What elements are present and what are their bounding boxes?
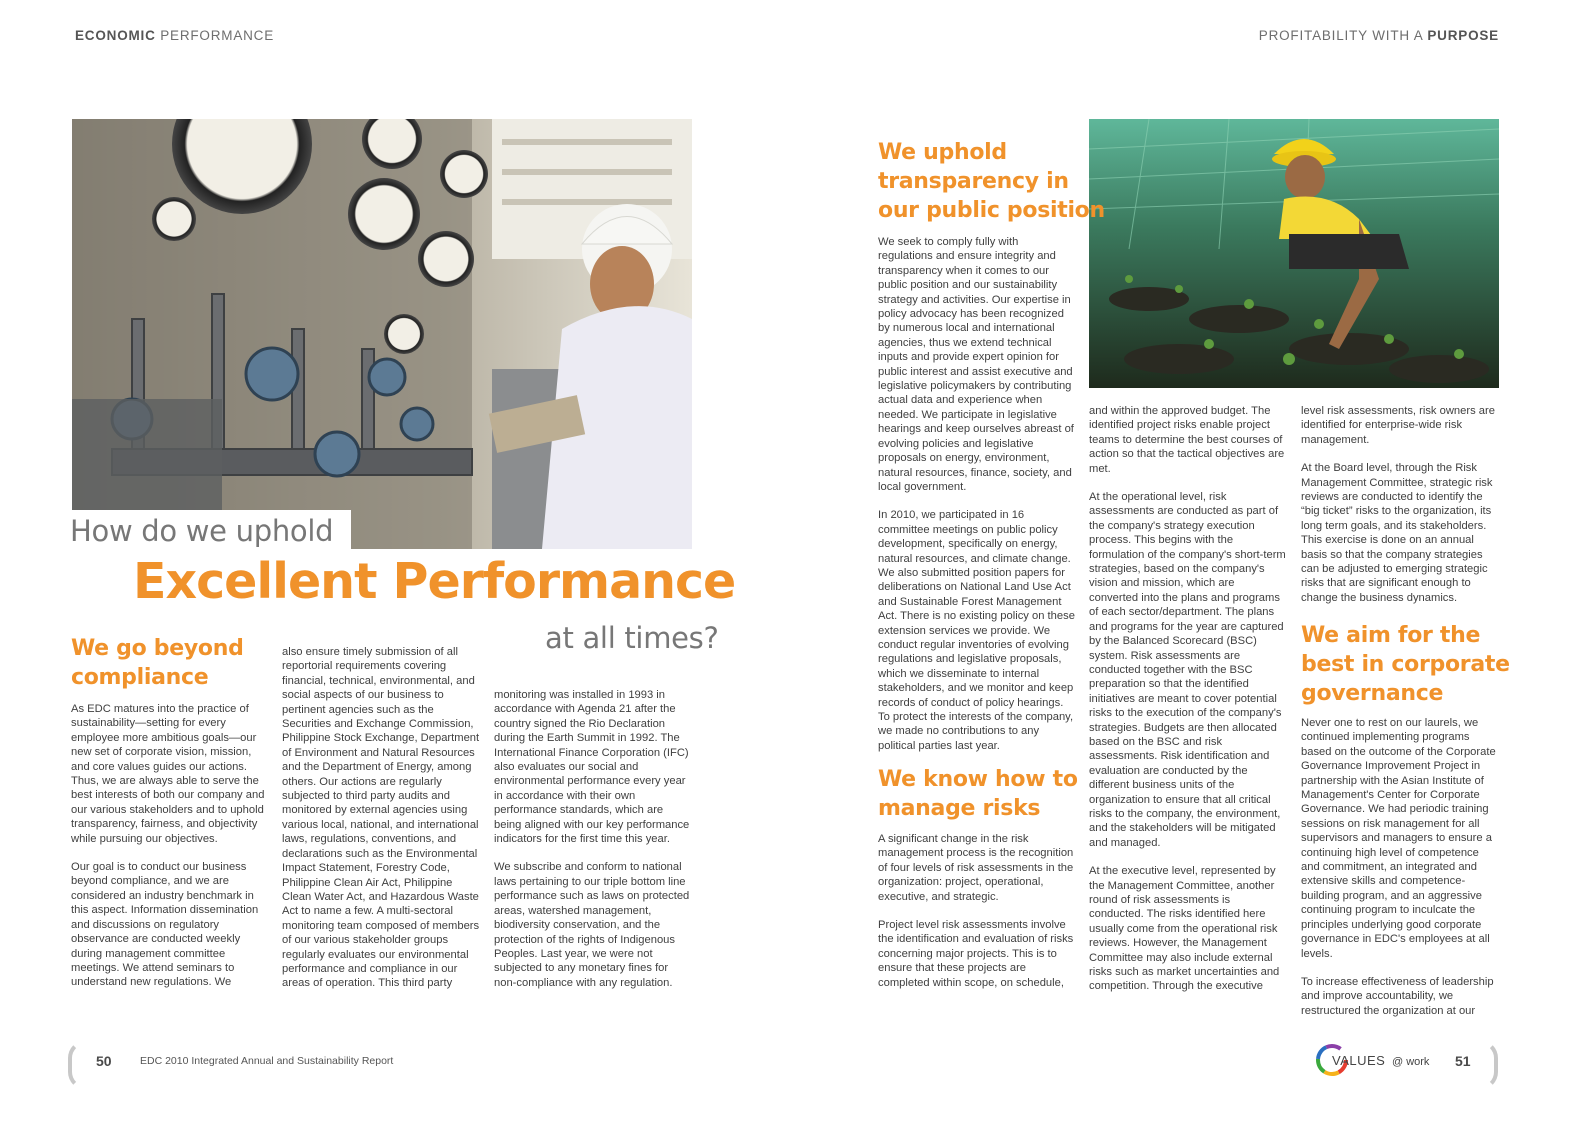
title-line3: at all times? (545, 621, 719, 655)
photo-plant-gauges (72, 119, 692, 549)
paragraph: At the operational level, risk assessments are conducted as part of the company's strategy execution process. This begins with the formulation of the company's short-term strategies, based on the company's vision and mission, which are converted into the plans and programs of each sector/department. The plans and programs for the year are captured by the Balanced Scorecard (BSC) system. Risk assessments are conducted together with the BSC preparation so that the identified initiatives are meant to cover potential risks to the execution of the company's strategies. Budgets are then allocated based on the BSC and risk assessments. Risk identification and evaluation are conducted by the different business units of the organization to ensure that all critical risks to the company, the environment, and the stakeholders will be mitigated and managed. (1089, 491, 1286, 849)
paragraph: A significant change in the risk management process is the recognition of four levels of risk assessments in the organization: project, operational, executive, and strategic. (878, 833, 1074, 903)
title-line1: How do we uphold (70, 510, 351, 552)
column-1 (71, 702, 266, 1004)
paragraph: At the Board level, through the Risk Management Committee, strategic risk reviews are conducted to identify the “big ticket” risks to the organization, its long term goals, and its stakeholders. This exercise is done on an annual basis so that the company strategies can be adjusted to emerging strategic risks that are significant enough to change the business dynamics. (1301, 462, 1493, 604)
values-logo: VALUES @ work (1332, 1053, 1430, 1068)
column-6 (1301, 404, 1499, 619)
paragraph: level risk assessments, risk owners are identified for enterprise-wide risk management. (1301, 405, 1495, 446)
paragraph: Our goal is to conduct our business beyond compliance, and we are considered an industry benchmark in this aspect. Information dissemination and discussions on regulatory observance are conducted weekly during management committee meetings. We attend seminars to understand new regulations. We (71, 861, 259, 989)
page-title: Excellent Performance (133, 553, 736, 610)
page-number-left: 50 (96, 1053, 112, 1069)
paragraph: In 2010, we participated in 16 committee meetings on public policy development, specifically on energy, natural resources, and climate change. We also submitted position papers for deliberations on National Land Use Act and Sustainable Forest Management Act. There is no existing policy on these extension services we provide. We conduct regular inventories of evolving regulations and legislative proposals, which we disseminate to internal stakeholders, and we monitor and keep records of conduct of policy hearings. To protect the interests of the company, we made no contributions to any political parties last year. (878, 509, 1075, 752)
paragraph: To increase effectiveness of leadership and improve accountability, we restructured the organization at our (1301, 975, 1494, 1017)
paragraph: and within the approved budget. The identified project risks enable project teams to determine the best courses of action so that the tactical objectives are met. (1089, 405, 1285, 475)
column-3 (494, 688, 690, 1004)
footer-bracket-left (68, 1040, 90, 1090)
running-header-right: PROFITABILITY WITH A PURPOSE (1258, 28, 1499, 43)
paragraph: We seek to comply fully with regulations and ensure integrity and transparency when it comes to our public position and our sustainability strategy and activities. Our expertise in policy advocacy has been recognized by numerous local and international agencies, thus we extend technical inputs and provide expert opinion for public interest and assist executive and legislative policymakers by contributing actual data and experience when needed. We participate in legislative hearings and keep ourselves abreast of evolving policies and legislative proposals on energy, environment, natural resources, finance, society, and local government. (878, 236, 1074, 493)
paragraph: Project level risk assessments involve the identification and evaluation of risks concerning major projects. This is to ensure that these projects are completed within scope, on schedule, (878, 919, 1074, 989)
heading-governance: We aim for the best in corporate governance (1301, 623, 1510, 706)
heading-transparency: We uphold transparency in our public position (878, 140, 1105, 223)
paragraph: At the executive level, represented by the Management Committee, another round of risk assessments is conducted. The risks identified here usually come from the operational risk reviews. However, the Management Committee may also include external risks such as market uncertainties and competition. Through the executive (1089, 865, 1280, 993)
column-5 (1089, 404, 1286, 1008)
heading-compliance: We go beyond compliance (71, 636, 244, 690)
column-4 (878, 235, 1075, 767)
column-4-risks (878, 832, 1075, 1004)
heading-risks: We know how to manage risks (878, 767, 1078, 821)
column-2 (282, 645, 480, 1005)
paragraph: monitoring was installed in 1993 in accordance with Agenda 21 after the country signed the Rio Declaration during the Earth Summit in 1992. The International Finance Corporation (IFC) also evaluates our social and environmental performance every year in accordance with their own performance standards, which are being aligned with our key performance indicators for the first time this year. (494, 689, 690, 846)
paragraph: Never one to rest on our laurels, we continued implementing programs based on the outcome of the Corporate Governance Improvement Project in partnership with the Asian Institute of Management's Center for Corporate Governance. We had periodic training sessions on risk management for all supervisors and managers to ensure a continuing high level of competence and commitment, an integrated and extensive skills and competence-building program, and an aggressive continuing program to inculcate the principles underlying good corporate governance in EDC's employees at all levels. (1301, 717, 1496, 960)
running-header-left: ECONOMIC PERFORMANCE (75, 28, 275, 43)
paragraph: As EDC matures into the practice of sustainability—setting for every employee more ambitious goals—our new set of corporate vision, mission, and core values guides our actions. Thus, we are always able to serve the best interests of both our company and our various stakeholders and to uphold transparency, fairness, and objectivity while pursuing our objectives. (71, 703, 265, 845)
photo-nursery-worker (1089, 119, 1499, 388)
report-title: EDC 2010 Integrated Annual and Sustainability Report (140, 1055, 394, 1067)
column-6-governance (1301, 716, 1499, 1032)
paragraph: also ensure timely submission of all reportorial requirements covering financial, technical, environmental, and social aspects of our business to pertinent agencies such as the Securities and Exchange Commission, Philippine Stock Exchange, Department of Environment and Natural Resources and the Department of Energy, among others. Our actions are regularly subjected to third party audits and monitored by external agencies using various local, national, and international laws, regulations, conventions, and declarations such as the Environmental Impact Statement, Forestry Code, Philippine Clean Air Act, Philippine Clean Water Act, and Hazardous Waste Act to name a few. A multi-sectoral monitoring team composed of members of our various stakeholder groups regularly evaluates our environmental performance and compliance in our areas of operation. This third party (282, 646, 480, 990)
paragraph: We subscribe and conform to national laws pertaining to our triple bottom line performance such as laws on protected areas, watershed management, biodiversity conservation, and the protection of the rights of Indigenous Peoples. Last year, we were not subjected to any monetary fines for non-compliance with any regulation. (494, 861, 690, 989)
page-number-right: 51 (1455, 1053, 1471, 1069)
footer-bracket-right (1476, 1040, 1498, 1090)
